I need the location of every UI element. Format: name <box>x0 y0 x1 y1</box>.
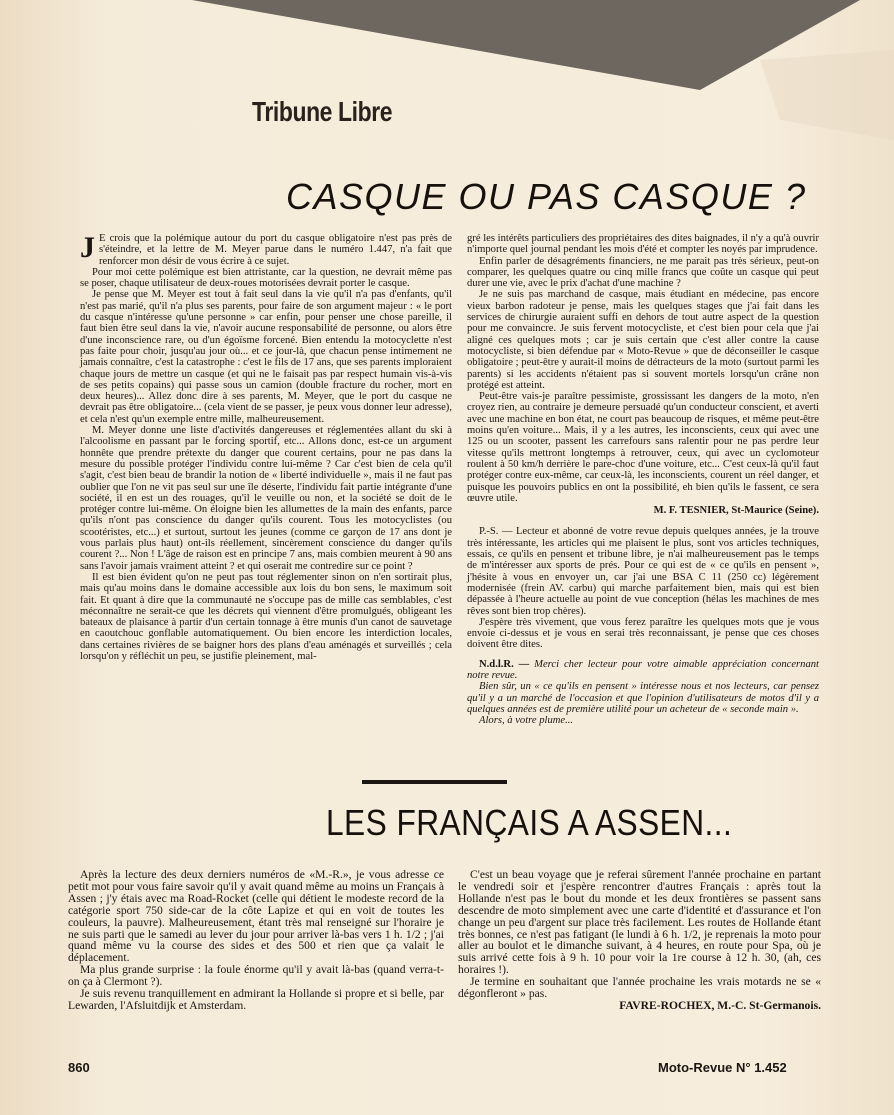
section-kicker: Tribune Libre <box>252 96 393 127</box>
postscript-paragraph: J'espère très vivement, que vous ferez paraître les quelques mots que je vous envoie ci-dessus et je vous en serai très reconnaissant, je pense que ces choses doivent être dites. <box>467 616 819 651</box>
paragraph: Enfin parler de désagréments financiers, ne me parait pas très sérieux, peut-on comparer, les quelques quatre ou cinq mille francs que coûte un casque qui peut durer une vie, avec le prix d'achat d'une machine ? <box>467 255 819 290</box>
drop-cap: J <box>80 231 95 264</box>
editor-note-label: N.d.l.R. — <box>479 658 530 670</box>
page-number: 860 <box>68 1060 90 1075</box>
paragraph: Après la lecture des deux derniers numéros de «M.-R.», je vous adresse ce petit mot pour vous faire savoir qu'il y avait quand même au moins un Français à Assen ; j'y étais avec ma Road-Rocket (celle qui détient le modeste record de la catégorie sport 750 side-car de la côte Lapize et qui en voit de toutes les couleurs, la pauvre). Malheureusement, étant très mal renseigné sur l'horaire je ne suis parti que le samedi au lever du jour pour arriver là-bas vers 1 h. 1/2 ; j'ai quand même vu la course des sides et des 500 et rien que ça valait le déplacement. <box>68 868 444 965</box>
paragraph: Pour moi cette polémique est bien attristante, car la question, ne devrait même pas se poser, chaque utilisateur de deux-roues motorisées devrait porter le casque. <box>80 266 452 290</box>
article2-column1 <box>68 869 444 1012</box>
article2-title: LES FRANÇAIS A ASSEN... <box>326 802 733 843</box>
paragraph: Je termine en souhaitant que l'année prochaine les vrais motards ne se « dégonfleront » pas. <box>458 975 821 1001</box>
author-signature: FAVRE-ROCHEX, M.-C. St-Germanois. <box>619 998 821 1012</box>
editor-note: N.d.l.R. — Merci cher lecteur pour votre aimable appréciation concernant notre revue. <box>467 658 819 681</box>
editor-note: Alors, à votre plume... <box>479 715 574 727</box>
paragraph: Ma plus grande surprise : la foule énorme qu'il y avait là-bas (quand verra-t-on ça à Clermont ?). <box>68 963 444 989</box>
paragraph: E crois que la polémique autour du port du casque obligatoire n'est pas près de s'éteindre, et la lettre de M. Meyer parue dans le numéro 1.447, n'a fait que renforcer mon désir de vous écrire à ce sujet. <box>99 233 452 267</box>
paragraph: Je suis revenu tranquillement en admirant la Hollande si propre et si belle, par Lewarden, l'Afsluitdijk et Amsterdam. <box>68 987 444 1012</box>
article-title: CASQUE OU PAS CASQUE ? <box>286 176 807 217</box>
postscript-paragraph: P.-S. — Lecteur et abonné de votre revue depuis quelques années, je la trouve très intéressante, les articles qui me plaisent le plus, sont vos articles techniques, essais, ce qu'ils en pensent et tribune libre, je n'ai malheureusement pas le temps de m'intéresser aux sports de prés. Pour ce qui est de « ce qu'ils en pensent », j'hésite à vous en envoyer un, car j'ai une BSA C 11 (250 cc) légèrement modernisée (frein AV. carbu) qui marche parfaitement bien, mais qui est bien dépassée à l'heure actuelle au point de vue conception (hélas les machines de mes rêves sont bien trop chères). <box>467 526 819 617</box>
article1-column2 <box>467 233 819 726</box>
paragraph: M. Meyer donne une liste d'activités dangereuses et réglementées allant du ski à l'alcoolisme en passant par le forcing sportif, etc... Allons donc, est-ce un argument honnête que prendre prétexte du danger que courent certains, pour ne pas dans la mesure du possible protéger l'individu contre lui-même ? Car c'est bien de cela qu'il s'agit, c'est bien beau de brandir la notion de « liberté individuelle », mais il ne faut pas oublier que l'on ne vit pas seul sur une île déserte, l'individu fait partie intégrante d'une société, il en est un des rouages, qu'il le veuille ou non, et la société se doit de le protéger contre lui-même. On éloigne bien les allumettes de la main des enfants, parce qu'ils n'ont pas conscience du danger qu'ils courent. Tous les motocyclistes (ou scootéristes, etc...) et surtout, surtout les jeunes (comme ce garçon de 17 ans dont je vous parlais plus haut) ont-ils réellement, sincèrement conscience du danger qu'ils courent ?... Non ! L'âge de raison est en principe 7 ans, mais combien meurent à 90 ans sans l'avoir jamais vraiment atteint ? et qui oserait me contredire sur ce point ? <box>80 425 452 572</box>
article1-column1 <box>80 233 452 662</box>
section-divider <box>362 780 507 784</box>
paragraph: Il est bien évident qu'on ne peut pas tout réglementer sinon on n'en sortirait plus, mais qu'au moins dans le domaine accessible aux lois du bon sens, le maximum soit fait. Et quant à dire que la communauté ne s'occupe pas de mille cas semblables, c'est méconnaître ne serait-ce que les décrets qui viennent d'être promulgués, obligeant les bateaux de plaisance à partir d'un certain tonnage à être munis d'un canot de sauvetage en caoutchouc gonflable automatiquement. Ou bien encore les interdiction locales, dans certaines rivières de se baigner hors des plans d'eau aménagés et surveillés ; cela lorsqu'on y réfléchit un peu, se justifie pleinement, mal- <box>80 571 452 662</box>
author-signature: M. F. TESNIER, St-Maurice (Seine). <box>653 505 819 517</box>
header-banner <box>0 0 894 200</box>
paragraph: gré les intérêts particuliers des propriétaires des dites baignades, il n'y a qu'à ouvrir n'importe quel journal pendant les mois d'été et compter les noyés par imprudence. <box>467 233 819 256</box>
publication-footer: Moto-Revue N° 1.452 <box>658 1060 787 1075</box>
paragraph: Je ne suis pas marchand de casque, mais étudiant en médecine, pas encore vieux barbon radoteur je pense, mais les quelques stages que j'ai fait dans les services de chirurgie auraient suffi en dehors de tout autre aspect de la question pour me convaincre. Je suis fervent motocycliste, et c'est bien pour cela que j'ai aligné ces quelques mots ; car je suis certain que c'est aller contre la cause motocycliste, si bien défendue par « Moto-Revue » que de déconseiller le casque obligatoire ; peut-être y aurait-il moins de détracteurs de la moto (surtout parmi les parents) si les accidents n'étaient pas si souvent mortels lorsqu'un crâne non protégé est atteint. <box>467 289 819 391</box>
paragraph: C'est un beau voyage que je referai sûrement l'année prochaine en partant le vendredi soir et j'espère rencontrer d'autres Français : après tout la Hollande n'est pas le bout du monde et les deux frontières se passent sans descendre de moto simplement avec une carte d'identité et d'assurance et l'on change un peu d'argent sur place très facilement. Les routes de Hollande étant très bonnes, ce n'est pas fatigant (le lundi à 6 h. 1/2, je reprenais la moto pour aller au boulot et le dimanche suivant, à 4 heures, en route pour Spa, où je suis arrivé cette fois à 9 h. 10 pour voir la 1re course à 12 h. 30, (ah, ces horaires !). <box>458 868 821 977</box>
editor-note: Bien sûr, un « ce qu'ils en pensent » intéresse nous et nos lecteurs, car pensez qu'il y a un marché de l'occasion et que l'opinion d'utilisateurs de motos d'il y a quelques années est de première utilité pour un acheteur de « seconde main ». <box>467 681 819 715</box>
paragraph: Je pense que M. Meyer est tout à fait seul dans la vie qu'il n'a pas d'enfants, qu'il n'est pas marié, qu'il n'a plus ses parents, pour faire de son argument majeur : « le port du casque n'intéresse qu'une personne » car enfin, pour penser une chose pareille, il faut bien être seul dans la vie, n'avoir aucune responsabilité de personne, ou alors être d'une inconscience rare, ou d'un égoïsme forcené. Bien entendu la motocyclette n'est pas faite pour choir, jusqu'au jour où... et ce jour-là, que chacun pense intimement ne jamais connaître, c'est la catastrophe : c'est le fils de 17 ans, que ses parents imploraient chaque jours de mettre un casque (et qui ne le faisait pas par respect humain vis-à-vis de ses petits copains) qui passe sous un camion (double fracture du rocher, mort en deux heures)... Allez donc dire à ses parents, M. Meyer, que le port du casque ne devrait pas être obligatoire... (cela vient de se passer, je peux vous donner leur adresse), et cela n'est qu'un exemple entre mille, malheureusement. <box>80 289 452 425</box>
paragraph: Peut-être vais-je paraître pessimiste, grossissant les dangers de la moto, n'en croyez rien, au contraire je demeure persuadé qu'un conducteur conscient, et averti avec une machine en bon état, ne court pas beaucoup de risques, et même peut-être moins qu'en voiture... Mais, il y a les autres, les inconscients, ceux qui avec une 125 ou un scooter, passent les carrefours sans ralentir pour ne pas perdre leur vitesse qu'ils mettront longtemps à retrouver, ceux, qui avec un cyclomoteur roulent à 50 km/h derrière le pare-choc d'une voiture, etc... C'est ceux-là qu'il faut protéger contre eux-même, car ceux-là, les inconscients, courent un réel danger, et puisque les pouvoirs publics en ont la possibilité, eh bien qu'ils le fassent, ce sera œuvre utile. <box>467 391 819 504</box>
article2-column2 <box>458 869 821 1012</box>
